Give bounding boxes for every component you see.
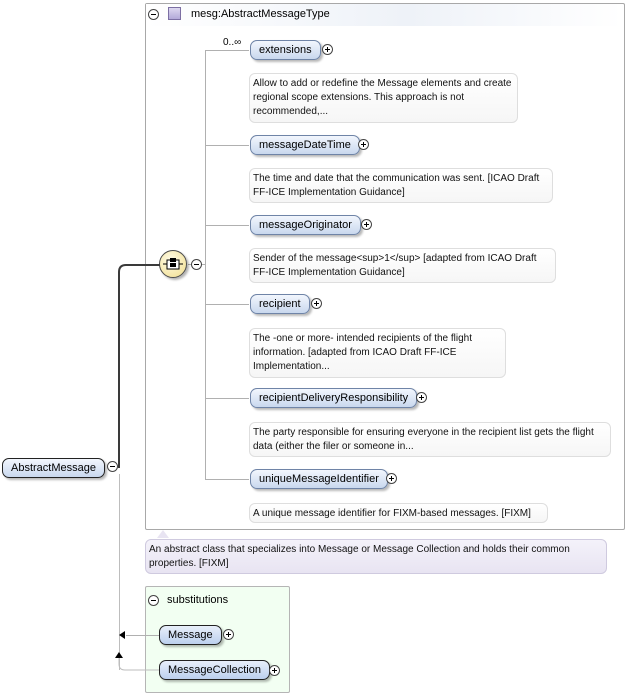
expand-messageDateTime-icon[interactable] (358, 139, 369, 150)
element-recipient[interactable]: recipient (250, 294, 310, 314)
element-messageDateTime[interactable]: messageDateTime (250, 135, 360, 155)
root-connector (100, 258, 160, 478)
root-annotation: An abstract class that specializes into Message or Message Collection and holds their common properties. [FIXM] (145, 539, 607, 574)
expand-recipientDeliveryResponsibility-icon[interactable] (416, 392, 427, 403)
annotation-pointer (157, 530, 169, 538)
collapse-type-icon[interactable] (148, 9, 159, 20)
branch-connector (205, 225, 249, 226)
uniqueMessageIdentifier-annotation: A unique message identifier for FIXM-based messages. [FIXM] (249, 503, 548, 523)
substitution-Message[interactable]: Message (159, 625, 222, 645)
recipient-annotation: The -one or more- intended recipients of the flight information. [adapted from ICAO Draft FF-ICE Implementation... (249, 328, 506, 378)
element-recipientDeliveryResponsibility[interactable]: recipientDeliveryResponsibility (250, 388, 417, 408)
arrow-up-icon (115, 652, 123, 658)
collapse-substitutions-icon[interactable] (148, 595, 159, 606)
complex-type-icon (168, 7, 181, 20)
complex-type-name[interactable]: mesg:AbstractMessageType (191, 8, 330, 20)
expand-recipient-icon[interactable] (311, 298, 322, 309)
branch-connector (205, 304, 249, 305)
expand-uniqueMessageIdentifier-icon[interactable] (386, 473, 397, 484)
element-extensions[interactable]: extensions (250, 40, 321, 60)
branch-connector (205, 479, 249, 480)
multiplicity-label: 0..∞ (223, 37, 242, 48)
expand-Message-icon[interactable] (223, 629, 234, 640)
sequence-branch-line (205, 50, 206, 480)
collapse-root-icon[interactable] (107, 461, 118, 472)
substitution-connector (126, 635, 159, 636)
sequence-compositor-icon (160, 251, 186, 277)
branch-connector (205, 398, 249, 399)
branch-connector (205, 50, 249, 51)
substitutions-label: substitutions (167, 594, 229, 606)
branch-connector (205, 145, 249, 146)
messageDateTime-annotation: The time and date that the communication was sent. [ICAO Draft FF-ICE Implementation Guidance] (249, 168, 553, 203)
sequence-compositor[interactable] (159, 250, 187, 278)
arrow-left-icon (119, 631, 125, 639)
substitution-MessageCollection[interactable]: MessageCollection (159, 660, 270, 680)
collapse-sequence-icon[interactable] (191, 259, 202, 270)
extensions-annotation: Allow to add or redefine the Message elements and create regional scope extensions. This approach is not recommended,... (249, 73, 518, 123)
expand-messageOriginator-icon[interactable] (361, 219, 372, 230)
element-uniqueMessageIdentifier[interactable]: uniqueMessageIdentifier (250, 469, 388, 489)
messageOriginator-annotation: Sender of the message<sup>1</sup> [adapted from ICAO Draft FF-ICE Implementation Guidance] (249, 248, 556, 283)
recipientDeliveryResponsibility-annotation: The party responsible for ensuring everyone in the recipient list gets the flight data (either the filer or someone in... (249, 422, 611, 457)
element-messageOriginator[interactable]: messageOriginator (250, 215, 361, 235)
expand-extensions-icon[interactable] (322, 44, 333, 55)
expand-MessageCollection-icon[interactable] (269, 665, 280, 676)
root-element-AbstractMessage[interactable]: AbstractMessage (2, 458, 105, 478)
substitution-branch-line (119, 474, 120, 670)
